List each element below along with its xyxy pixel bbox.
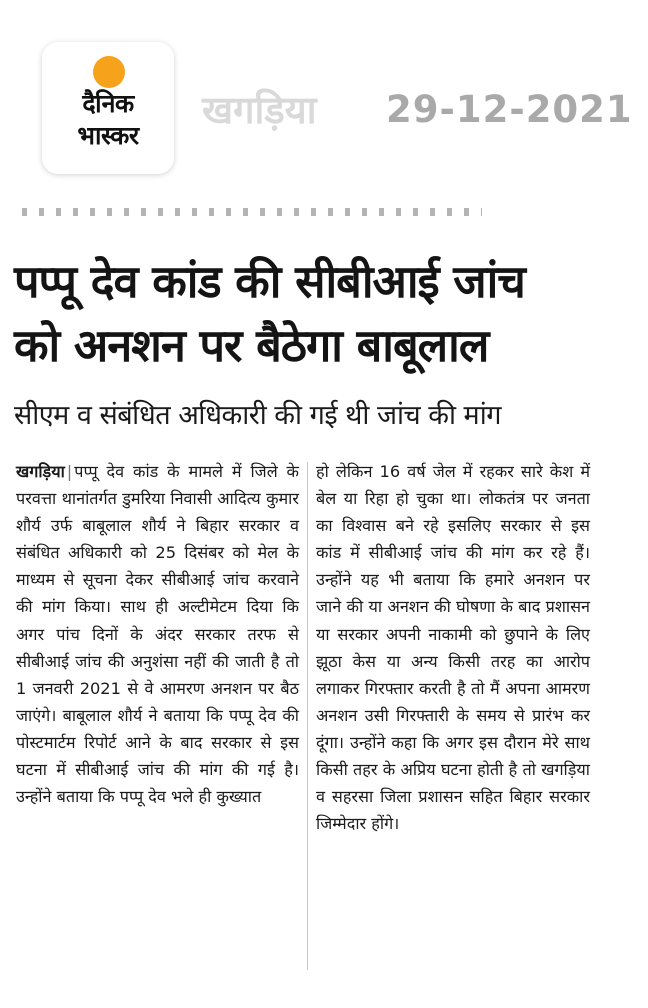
dainik-bhaskar-logo [42,42,174,174]
edition-date: 29-12-2021 [386,88,633,131]
dateline-separator: | [66,462,73,481]
sun-icon [93,56,125,88]
column-2-text: हो लेकिन 16 वर्ष जेल में रहकर सारे केश में बेल या रिहा हो चुका था। लोकतंत्र पर जनता का विश्वास बने रहे इसलिए सरकार से इस कांड में सीबीआई जांच की मांग कर रहे हैं। उन्होंने यह भी बताया कि हमारे अनशन पर जाने की या अनशन की घोषणा के बाद प्रशासन या सरकार अपनी नाकामी को छुपाने के लिए झूठा केस या अन्य किसी तरह का आरोप लगाकर गिरफ्तार करती है तो मैं अपना आमरण अनशन उसी गिरफ्तारी के समय से प्रारंभ कर दूंगा। उन्होंने कहा कि अगर इस दौरान मेरे साथ किसी तहर के अप्रिय घटना होती है तो खगड़िया व सहरसा जिला प्रशासन सहित बिहार सरकार जिम्मेदार होंगे। [316,462,590,834]
headline-line-1: पप्पू देव कांड की सीबीआई जांच [14,255,525,308]
edition-place: खगड़िया [202,88,317,132]
article-dateline: खगड़िया [16,462,65,481]
article-column-2 [316,458,590,837]
logo-text-bhaskar: भास्कर [77,121,139,150]
cropped-text-fragment [22,208,482,216]
article-column-1 [16,458,299,810]
article-subheadline: सीएम व संबंधित अधिकारी की गई थी जांच की मांग [14,400,501,431]
headline-line-2: को अनशन पर बैठेगा बाबूलाल [14,319,489,372]
logo-text-dainik: दैनिक [82,89,134,118]
column-divider [307,462,308,970]
article-headline [14,250,634,378]
column-1-text: पप्पू देव कांड के मामले में जिले के परवत्ता थानांतर्गत डुमरिया निवासी आदित्य कुमार शौर्य उर्फ बाबूलाल शौर्य ने बिहार सरकार व संबंधित अधिकारी को 25 दिसंबर को मेल के माध्यम से सूचना देकर सीबीआई जांच करवाने की मांग किया। साथ ही अल्टीमेटम दिया कि अगर पांच दिनों के अंदर सरकार तरफ से सीबीआई जांच की अनुशंसा नहीं की जाती है तो 1 जनवरी 2021 से वे आमरण अनशन पर बैठ जाएंगे। बाबूलाल शौर्य ने बताया कि पप्पू देव की पोस्टमार्टम रिपोर्ट आने के बाद सरकार से इस घटना में सीबीआई जांच की मांग की गई है। उन्होंने बताया कि पप्पू देव भले ही कुख्यात [16,462,299,807]
